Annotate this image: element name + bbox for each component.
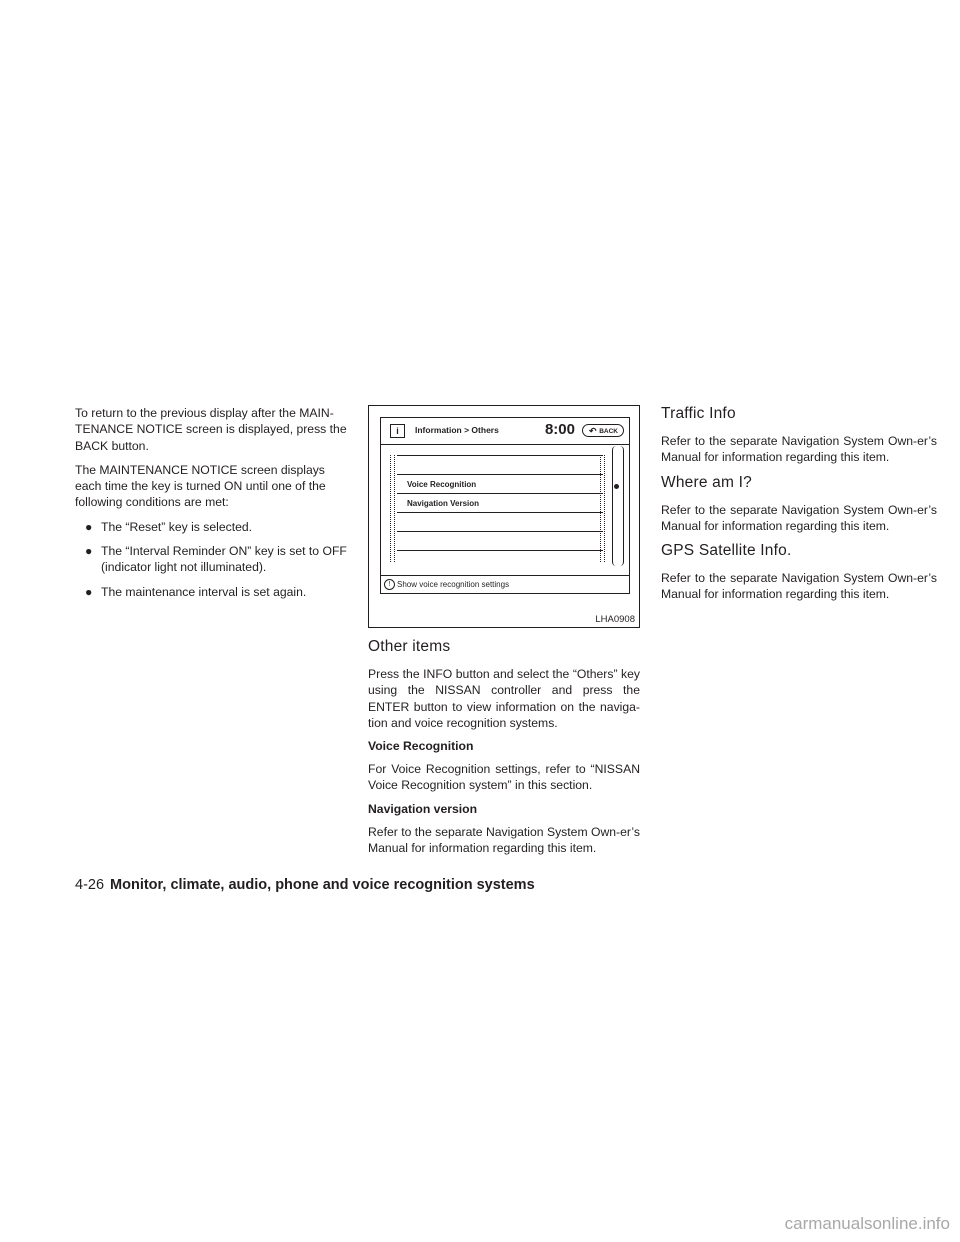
paragraph-maintenance-notice: The MAINTENANCE NOTICE screen displays each time the key is turned ON until one of the following conditions are met: bbox=[75, 462, 326, 510]
heading-other-items: Other items bbox=[368, 638, 451, 655]
subheading-voice-recognition: Voice Recognition bbox=[368, 739, 474, 754]
heading-gps-satellite-info: GPS Satellite Info. bbox=[661, 542, 792, 560]
bullet-icon: ● bbox=[85, 519, 93, 534]
paragraph-gps-satellite-info: Refer to the separate Navigation System Own-er’s Manual for information regarding this item. bbox=[661, 571, 937, 602]
section-title: Monitor, climate, audio, phone and voice recognition systems bbox=[110, 877, 535, 893]
menu-item-empty[interactable] bbox=[397, 512, 603, 531]
screen-header bbox=[381, 418, 629, 445]
bullet-icon: ● bbox=[85, 544, 93, 559]
clock: 8:00 bbox=[544, 421, 575, 438]
paragraph-voice-recognition: For Voice Recognition settings, refer to “NISSAN Voice Recognition system” in this section. bbox=[368, 762, 640, 793]
page-footer bbox=[75, 877, 535, 893]
screen-title: Information > Others bbox=[415, 425, 499, 435]
list-item: ● The “Interval Reminder ON” key is set to OFF (indicator light not illuminated). bbox=[85, 544, 347, 575]
screen-footer bbox=[381, 575, 629, 593]
paragraph-traffic-info: Refer to the separate Navigation System Own-er’s Manual for information regarding this item. bbox=[661, 434, 937, 465]
paragraph-back-button: To return to the previous display after the MAIN-TENANCE NOTICE screen is displayed, press the BACK button. bbox=[75, 406, 347, 453]
heading-where-am-i: Where am I? bbox=[661, 473, 752, 491]
list-item: ● The “Reset” key is selected. bbox=[85, 519, 253, 534]
hint-text: Show voice recognition settings bbox=[397, 580, 510, 589]
figure-code: LHA0908 bbox=[595, 614, 635, 625]
column-middle bbox=[368, 405, 640, 864]
heading-traffic-info: Traffic Info bbox=[661, 405, 736, 422]
back-arrow-icon: ↶ bbox=[589, 426, 597, 436]
info-icon: i bbox=[390, 424, 405, 438]
paragraph-info-button: Press the INFO button and select the “Others” key using the NISSAN controller and press the ENTER button to view information on the naviga-tion and voice recognition systems. bbox=[368, 667, 640, 730]
bullet-icon: ● bbox=[85, 584, 93, 599]
column-left bbox=[75, 405, 351, 608]
menu-item-empty[interactable] bbox=[397, 455, 603, 474]
dotted-guide-right bbox=[604, 455, 605, 562]
paragraph-where-am-i: Refer to the separate Navigation System Own-er’s Manual for information regarding this item. bbox=[661, 502, 937, 533]
hint-icon: ! bbox=[384, 579, 395, 590]
screen-illustration bbox=[368, 405, 640, 628]
conditions-list bbox=[75, 519, 351, 600]
back-button[interactable]: ↶ BACK bbox=[582, 424, 624, 437]
menu-item-empty[interactable] bbox=[397, 531, 603, 550]
paragraph-navigation-version: Refer to the separate Navigation System Own-er’s Manual for information regarding this item. bbox=[368, 824, 640, 856]
display-screen bbox=[380, 417, 630, 594]
dotted-guide-left bbox=[394, 455, 395, 562]
dotted-guide-left bbox=[390, 455, 391, 562]
menu-item-voice-recognition[interactable]: Voice Recognition bbox=[397, 474, 603, 493]
watermark: carmanualsonline.info bbox=[784, 1214, 950, 1233]
scrollbar[interactable] bbox=[612, 446, 624, 566]
page-number: 4-26 bbox=[75, 877, 105, 893]
menu-item-navigation-version[interactable]: Navigation Version bbox=[397, 493, 603, 512]
scroll-knob[interactable] bbox=[614, 484, 619, 489]
menu-divider bbox=[397, 550, 603, 551]
list-item: ● The maintenance interval is set again. bbox=[85, 584, 307, 599]
column-right bbox=[661, 405, 937, 611]
subheading-navigation-version: Navigation version bbox=[368, 801, 478, 816]
